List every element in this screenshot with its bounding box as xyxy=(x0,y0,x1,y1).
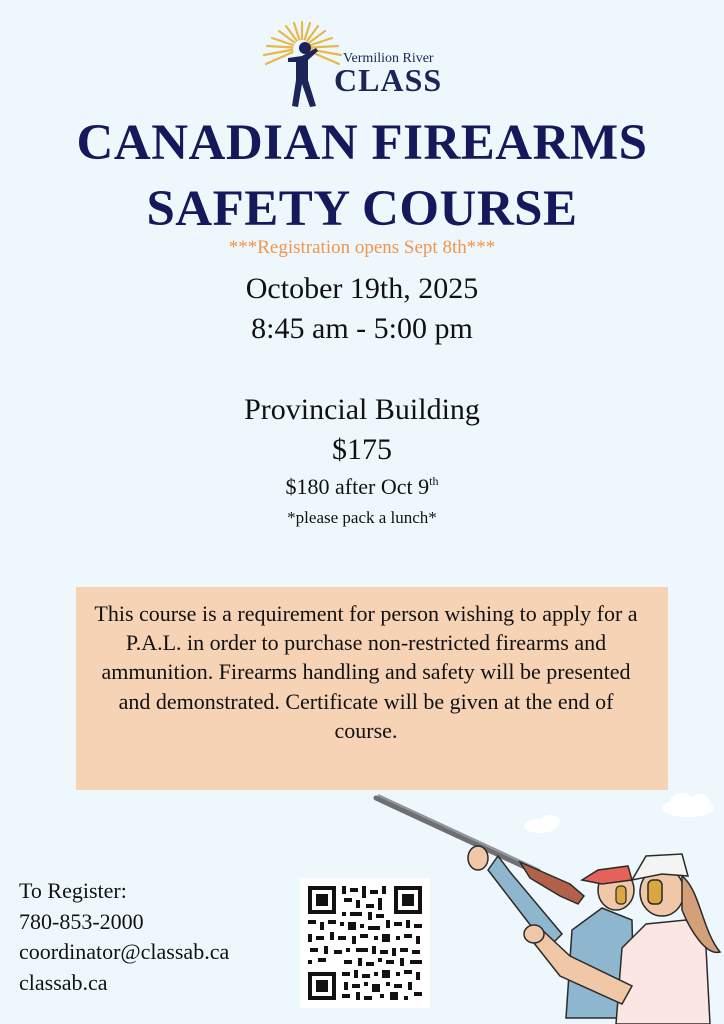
shooters-illustration xyxy=(370,780,724,1024)
page-title-line-1: CANADIAN FIREARMS xyxy=(76,115,648,171)
event-date: October 19th, 2025 xyxy=(245,272,479,305)
registration-note: ***Registration opens Sept 8th*** xyxy=(228,237,496,258)
event-venue: Provincial Building xyxy=(244,393,480,426)
late-price-suffix: th xyxy=(429,474,439,488)
contact-website[interactable]: classab.ca xyxy=(19,969,108,995)
event-time: 8:45 am - 5:00 pm xyxy=(251,312,473,345)
late-price-text: $180 after Oct 9 xyxy=(285,474,430,499)
late-price xyxy=(0,474,724,500)
event-price: $175 xyxy=(332,433,392,466)
contact-info xyxy=(19,876,229,998)
lunch-note: *please pack a lunch* xyxy=(287,508,437,527)
logo-subtitle: Vermilion River xyxy=(343,51,434,66)
page-title-line-2: SAFETY COURSE xyxy=(146,181,578,237)
contact-email[interactable]: coordinator@classab.ca xyxy=(19,939,230,964)
course-description: This course is a requirement for person wishing to apply for a P.A.L. in order to purchase non-restricted firearms and ammunition. Firearms handling and safety will be presented and demonstrated. Certificate will be given at the end of course. xyxy=(76,587,668,790)
contact-phone[interactable]: 780-853-2000 xyxy=(19,908,144,934)
logo-name: CLASS xyxy=(334,62,443,98)
cloud-icon xyxy=(524,793,714,833)
contact-heading: To Register: xyxy=(19,878,127,903)
